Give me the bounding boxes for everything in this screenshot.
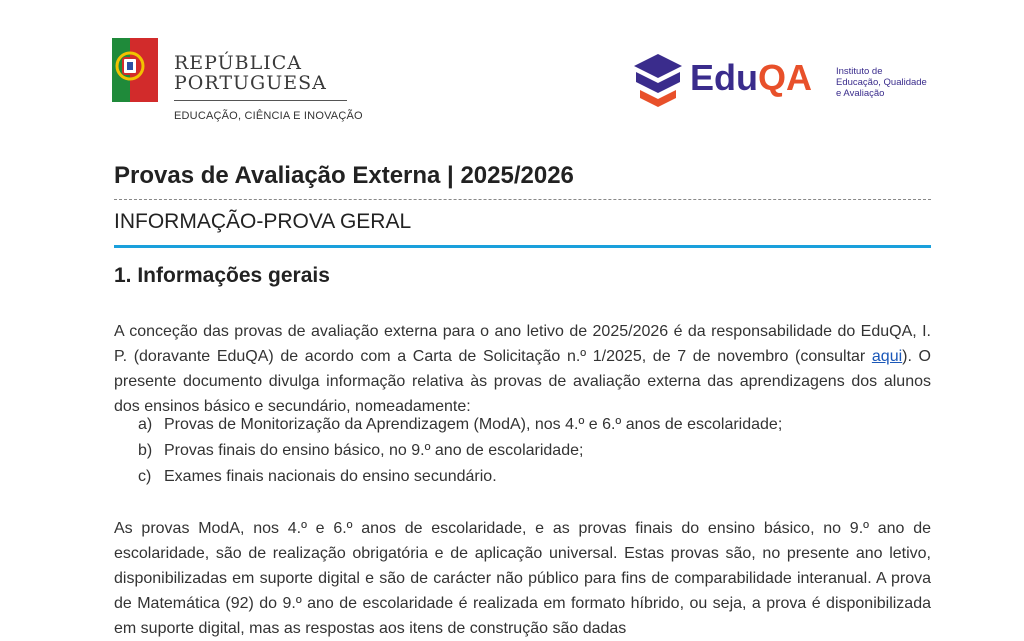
portuguese-coat-of-arms-icon: [112, 38, 158, 102]
list-item-text: Provas finais do ensino básico, no 9.º ano de escolaridade;: [164, 442, 584, 459]
document-subtitle: INFORMAÇÃO-PROVA GERAL: [114, 210, 412, 233]
republica-line2: PORTUGUESA: [174, 72, 327, 94]
assessment-types-list: [138, 412, 928, 490]
list-item: [138, 412, 928, 438]
accent-divider: [114, 245, 931, 248]
republica-portuguesa-logo: [112, 38, 363, 128]
republica-line1: REPÚBLICA: [174, 52, 302, 74]
consultar-aqui-link[interactable]: aqui: [871, 348, 903, 365]
logo-divider: [174, 100, 347, 101]
ministry-name: EDUCAÇÃO, CIÊNCIA E INOVAÇÃO: [174, 110, 363, 122]
eduqa-subtitle: [836, 66, 946, 99]
eduqa-logo: [632, 52, 942, 112]
section-heading: 1. Informações gerais: [114, 264, 330, 287]
list-item-text: Provas de Monitorização da Aprendizagem (ModA), nos 4.º e 6.º anos de escolaridade;: [164, 416, 783, 433]
dashed-divider: [114, 199, 931, 200]
list-marker: b): [138, 442, 153, 459]
eduqa-word-edu: Edu: [690, 57, 758, 98]
list-marker: a): [138, 416, 153, 433]
list-item: [138, 464, 928, 490]
intro-text-start: A conceção das provas de avaliação externa para o ano letivo de 2025/2026 é da responsabilidade do EduQA, I. P. (doravante EduQA) de acordo com a Carta de Solicitação n.º 1/2025, de 7 de novembro (consultar: [114, 323, 931, 365]
list-item: [138, 438, 928, 464]
list-marker: c): [138, 468, 152, 485]
intro-paragraph: [114, 319, 931, 419]
intro-text-end: ). O presente documento divulga informação relativa às provas de avaliação externa das aprendizagens dos alunos dos ensinos básico e secundário, nomeadamente:: [114, 348, 931, 415]
document-title: Provas de Avaliação Externa | 2025/2026: [114, 162, 574, 189]
eduqa-word-qa: QA: [758, 57, 812, 98]
eduqa-subtitle-line: Instituto de: [836, 66, 883, 77]
eduqa-wordmark: [690, 58, 812, 98]
eduqa-subtitle-line: e Avaliação: [836, 88, 885, 99]
list-item-text: Exames finais nacionais do ensino secundário.: [164, 468, 497, 485]
eduqa-mortarboard-icon: [632, 52, 684, 108]
body-paragraph: As provas ModA, nos 4.º e 6.º anos de escolaridade, e as provas finais do ensino básico, no 9.º ano de escolaridade, são de realização obrigatória e de aplicação universal. Estas provas são, no presente ano letivo, disponibilizadas em suporte digital e são de carácter não público para fins de comparabilidade interanual. A prova de Matemática (92) do 9.º ano de escolaridade é realizada em formato híbrido, ou seja, a prova é disponibilizada em suporte digital, mas as respostas aos itens de construção são dadas: [114, 520, 931, 637]
eduqa-subtitle-line: Educação, Qualidade: [836, 77, 927, 88]
